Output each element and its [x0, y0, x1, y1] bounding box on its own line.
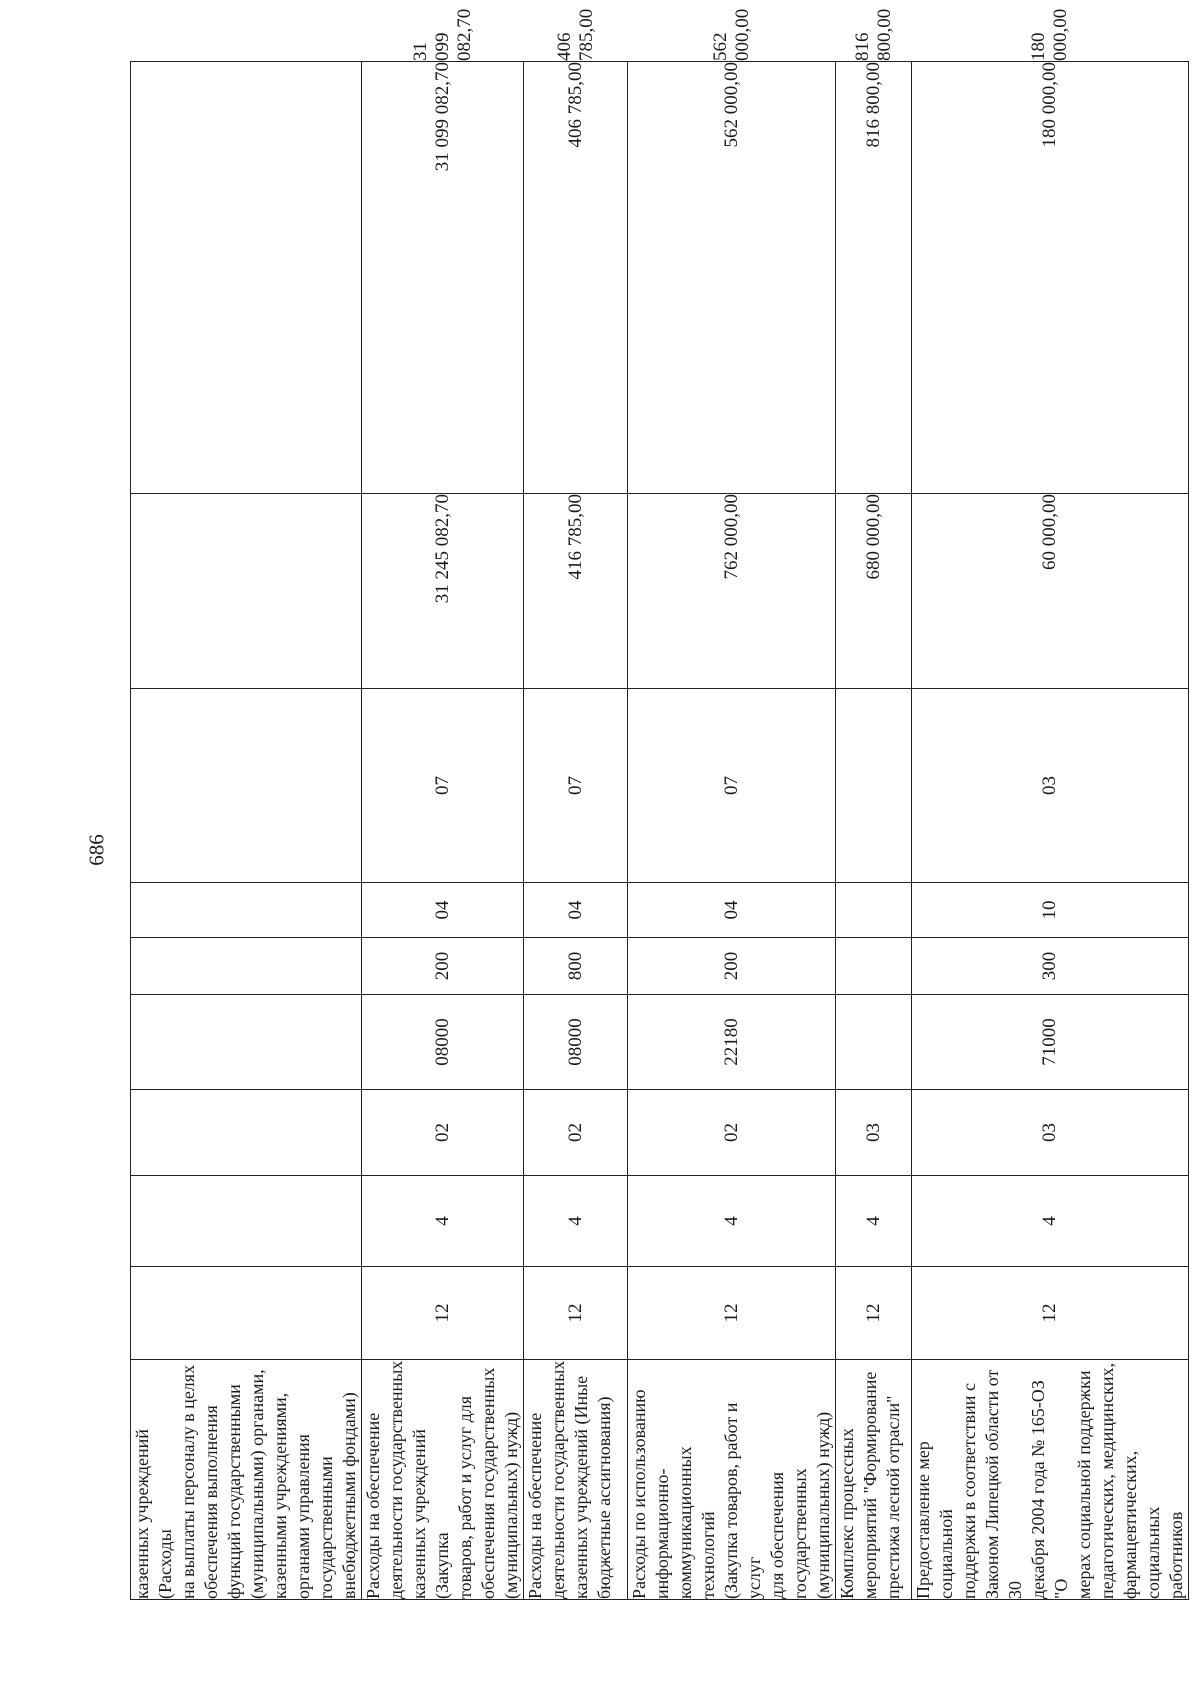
- code-cell: 08000: [362, 995, 524, 1090]
- amount-cell: 31 245 082,70: [362, 494, 524, 689]
- budget-table-frame: [130, 8, 1186, 1600]
- code-cell: 4: [524, 1176, 628, 1267]
- code-cell: 22180: [628, 995, 836, 1090]
- budget-table: [130, 8, 1189, 1600]
- code-cell: 300: [912, 938, 1189, 995]
- code-cell: [131, 938, 362, 995]
- code-cell: 12: [912, 1267, 1189, 1360]
- code-cell: 07: [524, 689, 628, 883]
- code-cell: [131, 883, 362, 938]
- code-cell: 200: [628, 938, 836, 995]
- table-row: Расходы на обеспечение деятельности государственных казенных учреждений (Закупка товаров, работ и услуг для обеспечения государственных (муниципальных) нужд) 12 4 02 08000 200 04 07 31 245 082,70 31 099 082,70 31 099 082,70: [362, 62, 524, 1600]
- code-cell: 12: [628, 1267, 836, 1360]
- code-cell: 07: [362, 689, 524, 883]
- row-name-cell: Расходы по использованию информационно- коммуникационных технологий (Закупка товаров, работ и услуг для обеспечения государственных (муниципальных) нужд): [628, 1360, 836, 1600]
- row-name-cell: Расходы на обеспечение деятельности государственных казенных учреждений (Закупка товаров, работ и услуг для обеспечения государственных (муниципальных) нужд): [362, 1360, 524, 1600]
- code-cell: 4: [362, 1176, 524, 1267]
- code-cell: [131, 1176, 362, 1267]
- code-cell: 4: [836, 1176, 912, 1267]
- code-cell: 4: [912, 1176, 1189, 1267]
- code-cell: 200: [362, 938, 524, 995]
- amount-cell: 680 000,00: [836, 494, 912, 689]
- amount-cell: 31 099 082,70: [362, 62, 524, 494]
- code-cell: [836, 938, 912, 995]
- amount-cell: 60 000,00: [912, 494, 1189, 689]
- amount-cell: 180 000,00: [912, 62, 1189, 494]
- row-name-cell: казенных учреждений (Расходы на выплаты персоналу в целях обеспечения выполнения функций государственными (муниципальными) органами, казенными учреждениями, органами управления государственными внебюджетными фондами): [131, 1360, 362, 1600]
- code-cell: [131, 995, 362, 1090]
- code-cell: 03: [836, 1090, 912, 1176]
- amount-cell: 406 785,00: [524, 62, 628, 494]
- code-cell: 4: [628, 1176, 836, 1267]
- amount-cell: 562 000,00: [628, 62, 836, 494]
- code-cell: 08000: [524, 995, 628, 1090]
- table-row: Комплекс процессных мероприятий "Формирование престижа лесной отрасли" 12 4 03 680 000,00 816 800,00 816 800,00: [836, 62, 912, 1600]
- row-name-cell: Комплекс процессных мероприятий "Формирование престижа лесной отрасли": [836, 1360, 912, 1600]
- code-cell: [131, 1267, 362, 1360]
- amount-cell: 816 800,00: [836, 62, 912, 494]
- row-name-cell: Расходы на обеспечение деятельности государственных казенных учреждений (Иные бюджетные ассигнования): [524, 1360, 628, 1600]
- code-cell: [836, 995, 912, 1090]
- code-cell: 04: [362, 883, 524, 938]
- code-cell: 02: [362, 1090, 524, 1176]
- table-row: Расходы по использованию информационно- коммуникационных технологий (Закупка товаров, работ и услуг для обеспечения государственных (муниципальных) нужд) 12 4 02 22180 200 04 07 762 000,00 562 000,00 562 000,00: [628, 62, 836, 1600]
- code-cell: 07: [628, 689, 836, 883]
- table-row: [131, 62, 362, 1600]
- code-cell: 800: [524, 938, 628, 995]
- amount-cell: [131, 494, 362, 689]
- code-cell: [131, 1090, 362, 1176]
- code-cell: 02: [524, 1090, 628, 1176]
- page-number: 686: [84, 834, 109, 866]
- table-row: Расходы на обеспечение деятельности государственных казенных учреждений (Иные бюджетные ассигнования) 12 4 02 08000 800 04 07 416 785,00 406 785,00 406 785,00: [524, 62, 628, 1600]
- code-cell: 04: [524, 883, 628, 938]
- code-cell: 04: [628, 883, 836, 938]
- code-cell: 71000: [912, 995, 1189, 1090]
- code-cell: 12: [362, 1267, 524, 1360]
- code-cell: 03: [912, 689, 1189, 883]
- code-cell: [836, 883, 912, 938]
- code-cell: 02: [628, 1090, 836, 1176]
- code-cell: [836, 689, 912, 883]
- table-row: Предоставление мер социальной поддержки в соответствии с Законом Липецкой области от 30 декабря 2004 года № 165-ОЗ "О мерах социальной поддержки педагогических, медицинских, фармацевтических, социальных работников 12 4 03 71000 300 10 03 60 000,00 180 000,00 180 000,00: [912, 62, 1189, 1600]
- code-cell: 03: [912, 1090, 1189, 1176]
- row-name-cell: Предоставление мер социальной поддержки в соответствии с Законом Липецкой области от 30 декабря 2004 года № 165-ОЗ "О мерах социальной поддержки педагогических, медицинских, фармацевтических, социальных работников: [912, 1360, 1189, 1600]
- code-cell: [131, 689, 362, 883]
- amount-cell: 762 000,00: [628, 494, 836, 689]
- amount-cell: [131, 62, 362, 494]
- code-cell: 10: [912, 883, 1189, 938]
- amount-cell: 416 785,00: [524, 494, 628, 689]
- code-cell: 12: [524, 1267, 628, 1360]
- code-cell: 12: [836, 1267, 912, 1360]
